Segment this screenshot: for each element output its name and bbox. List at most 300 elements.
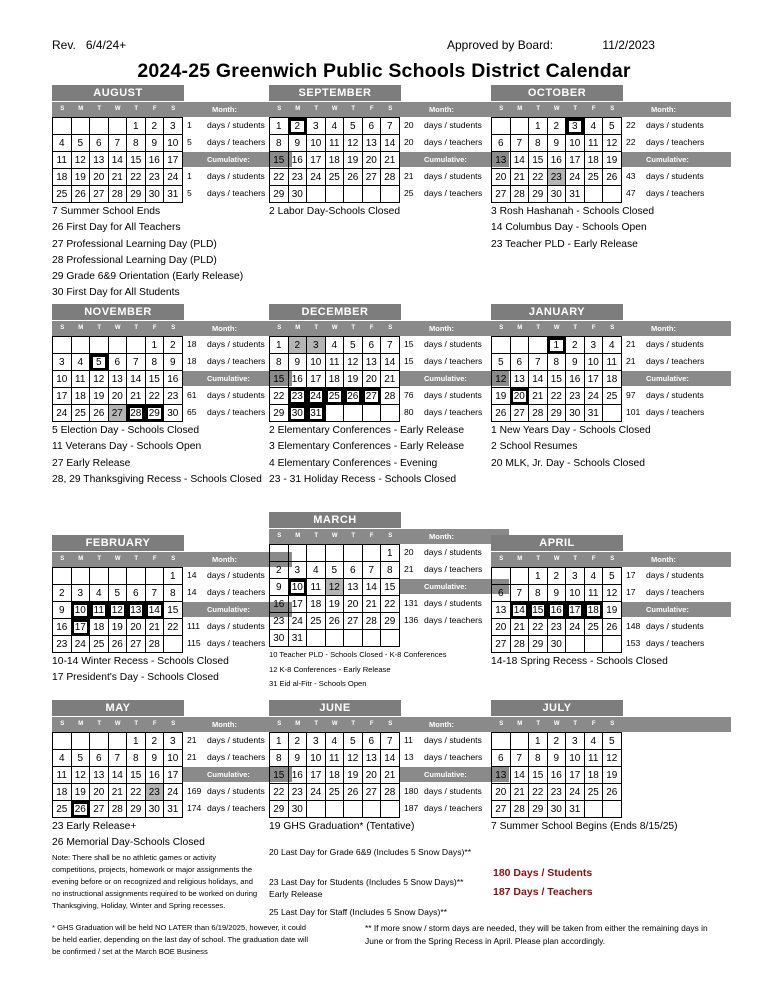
day-cell: 27 bbox=[90, 186, 109, 203]
day-cell: 7 bbox=[108, 750, 127, 767]
day-cell: 16 bbox=[145, 767, 164, 784]
day-cell: 13 bbox=[492, 602, 511, 619]
day-cell: 14 bbox=[108, 767, 127, 784]
month-label: Month: bbox=[212, 720, 237, 729]
count-unit: days / students bbox=[424, 786, 482, 796]
note-item: 7 Summer School Begins (Ends 8/15/25) bbox=[491, 821, 678, 832]
day-cell: 2 bbox=[145, 118, 164, 135]
count-unit: days / students bbox=[424, 171, 482, 181]
day-cell: 21 bbox=[510, 784, 529, 801]
empty-cell bbox=[145, 568, 164, 585]
day-cell: 25 bbox=[307, 613, 326, 630]
day-cell: 10 bbox=[566, 585, 585, 602]
day-cell: 1 bbox=[529, 733, 548, 750]
count-value: 1 bbox=[187, 120, 192, 130]
days-count bbox=[187, 735, 265, 745]
weekday-label: T bbox=[97, 721, 102, 727]
day-cell: 3 bbox=[164, 733, 183, 750]
empty-cell bbox=[603, 186, 622, 203]
weekday-label: S bbox=[277, 533, 282, 539]
count-unit: days / students bbox=[646, 570, 704, 580]
month-name: JUNE bbox=[269, 700, 401, 716]
empty-cell bbox=[362, 545, 381, 562]
day-grid bbox=[269, 732, 400, 818]
empty-cell bbox=[53, 337, 72, 354]
days-count bbox=[404, 598, 482, 608]
days-count bbox=[404, 564, 482, 574]
day-cell: 18 bbox=[325, 767, 344, 784]
day-cell: 29 bbox=[270, 801, 289, 818]
day-cell: 15 bbox=[145, 371, 164, 388]
weekday-label: T bbox=[536, 721, 541, 727]
day-cell: 1 bbox=[145, 337, 164, 354]
weekday-label: T bbox=[573, 106, 578, 112]
day-cell: 25 bbox=[584, 619, 603, 636]
day-cell: 23 bbox=[145, 169, 164, 186]
days-count bbox=[187, 587, 265, 597]
count-value: 5 bbox=[187, 137, 192, 147]
day-cell: 22 bbox=[529, 784, 548, 801]
note-item: 5 Election Day - Schools Closed bbox=[52, 425, 200, 436]
days-count bbox=[187, 390, 265, 400]
days-count bbox=[187, 752, 265, 762]
day-cell: 9 bbox=[270, 579, 289, 596]
weekday-header bbox=[491, 552, 731, 567]
day-cell: 20 bbox=[90, 784, 109, 801]
empty-cell bbox=[325, 630, 344, 647]
count-unit: days / teachers bbox=[207, 188, 266, 198]
count-unit: days / teachers bbox=[424, 615, 483, 625]
day-cell: 20 bbox=[344, 596, 363, 613]
day-cell: 24 bbox=[53, 405, 72, 422]
count-value: 14 bbox=[187, 570, 197, 580]
day-cell: 6 bbox=[90, 750, 109, 767]
weekday-label: T bbox=[134, 325, 139, 331]
day-cell: 18 bbox=[325, 371, 344, 388]
weekday-label: T bbox=[314, 721, 319, 727]
note-item: 7 Summer School Ends bbox=[52, 206, 161, 217]
day-cell: 5 bbox=[90, 354, 109, 371]
day-cell: 10 bbox=[307, 354, 326, 371]
count-value: 43 bbox=[626, 171, 636, 181]
day-cell: 17 bbox=[566, 152, 585, 169]
weekday-label: W bbox=[114, 106, 121, 112]
month-notes bbox=[491, 423, 651, 472]
note-item: 31 Eid al-Fitr - Schools Open bbox=[269, 679, 367, 688]
day-cell: 25 bbox=[53, 801, 72, 818]
month-label: Month: bbox=[651, 324, 676, 333]
count-value: 65 bbox=[187, 407, 197, 417]
day-cell: 12 bbox=[344, 135, 363, 152]
cumulative-label: Cumulative: bbox=[183, 767, 292, 782]
month-notes bbox=[491, 819, 678, 835]
day-cell: 8 bbox=[270, 750, 289, 767]
day-cell: 9 bbox=[547, 750, 566, 767]
day-cell: 17 bbox=[164, 767, 183, 784]
day-cell: 6 bbox=[90, 135, 109, 152]
empty-cell bbox=[492, 118, 511, 135]
count-unit: days / teachers bbox=[424, 803, 483, 813]
weekday-label: S bbox=[610, 106, 615, 112]
day-cell: 2 bbox=[270, 562, 289, 579]
weekday-label: W bbox=[553, 106, 560, 112]
day-cell: 15 bbox=[529, 602, 548, 619]
day-cell: 23 bbox=[288, 784, 307, 801]
days-count bbox=[626, 339, 704, 349]
empty-cell bbox=[603, 636, 622, 653]
day-cell: 13 bbox=[362, 354, 381, 371]
day-cell: 28 bbox=[510, 801, 529, 818]
month-label: Month: bbox=[429, 105, 454, 114]
day-cell: 31 bbox=[288, 630, 307, 647]
day-cell: 28 bbox=[145, 636, 164, 653]
day-cell: 19 bbox=[344, 152, 363, 169]
days-count bbox=[187, 621, 265, 631]
weekday-label: T bbox=[97, 106, 102, 112]
days-count bbox=[626, 356, 704, 366]
day-cell: 14 bbox=[529, 371, 548, 388]
weekday-label: S bbox=[388, 533, 393, 539]
day-cell: 30 bbox=[288, 405, 307, 422]
day-cell: 5 bbox=[71, 135, 90, 152]
day-cell: 26 bbox=[344, 388, 363, 405]
days-count bbox=[187, 570, 265, 580]
count-value: 76 bbox=[404, 390, 414, 400]
day-cell: 20 bbox=[108, 388, 127, 405]
day-grid bbox=[269, 544, 400, 647]
month-label: Month: bbox=[651, 555, 676, 564]
day-cell: 26 bbox=[71, 186, 90, 203]
day-cell: 27 bbox=[492, 801, 511, 818]
day-cell: 10 bbox=[71, 602, 90, 619]
note-item: 27 Professional Learning Day (PLD) bbox=[52, 238, 217, 250]
day-cell: 4 bbox=[53, 750, 72, 767]
day-cell: 27 bbox=[362, 169, 381, 186]
count-unit: days / students bbox=[646, 339, 704, 349]
weekday-label: W bbox=[331, 325, 338, 331]
note-item: 26 Memorial Day-Schools Closed bbox=[52, 837, 205, 849]
count-unit: days / students bbox=[207, 621, 265, 631]
day-cell: 28 bbox=[108, 801, 127, 818]
day-cell: 19 bbox=[344, 371, 363, 388]
count-value: 15 bbox=[404, 356, 414, 366]
empty-cell bbox=[71, 118, 90, 135]
day-cell: 16 bbox=[288, 152, 307, 169]
weekday-label: S bbox=[610, 721, 615, 727]
day-cell: 21 bbox=[510, 619, 529, 636]
day-cell: 18 bbox=[584, 152, 603, 169]
empty-cell bbox=[307, 801, 326, 818]
count-unit: days / students bbox=[424, 547, 482, 557]
empty-cell bbox=[344, 405, 363, 422]
note-item: 29 Grade 6&9 Orientation (Early Release) bbox=[52, 271, 244, 283]
day-cell: 17 bbox=[584, 371, 603, 388]
count-unit: days / teachers bbox=[207, 407, 266, 417]
weekday-label: W bbox=[114, 325, 121, 331]
day-cell: 20 bbox=[492, 619, 511, 636]
day-cell: 19 bbox=[603, 602, 622, 619]
day-cell: 23 bbox=[164, 388, 183, 405]
days-count bbox=[626, 570, 704, 580]
day-cell: 4 bbox=[71, 354, 90, 371]
days-count bbox=[404, 356, 482, 366]
days-count bbox=[626, 390, 704, 400]
day-cell: 10 bbox=[53, 371, 72, 388]
day-cell: 31 bbox=[566, 186, 585, 203]
count-unit: days / students bbox=[424, 735, 482, 745]
day-cell: 16 bbox=[288, 767, 307, 784]
days-count bbox=[187, 638, 265, 648]
day-cell: 1 bbox=[127, 733, 146, 750]
count-unit: days / teachers bbox=[646, 407, 705, 417]
day-cell: 16 bbox=[547, 152, 566, 169]
day-cell: 25 bbox=[71, 405, 90, 422]
day-cell: 23 bbox=[288, 388, 307, 405]
day-cell: 9 bbox=[566, 354, 585, 371]
count-unit: days / students bbox=[207, 120, 265, 130]
day-cell: 23 bbox=[547, 169, 566, 186]
weekday-label: S bbox=[171, 721, 176, 727]
day-cell: 4 bbox=[90, 585, 109, 602]
empty-cell bbox=[566, 636, 585, 653]
day-cell: 8 bbox=[529, 750, 548, 767]
empty-cell bbox=[344, 545, 363, 562]
empty-cell bbox=[344, 801, 363, 818]
days-count bbox=[404, 615, 482, 625]
day-cell: 28 bbox=[362, 613, 381, 630]
weekday-label: M bbox=[517, 721, 523, 727]
day-cell: 27 bbox=[362, 388, 381, 405]
day-cell: 6 bbox=[492, 135, 511, 152]
empty-cell bbox=[362, 186, 381, 203]
day-cell: 20 bbox=[362, 767, 381, 784]
note-item: 28 Professional Learning Day (PLD) bbox=[52, 254, 217, 266]
days-count bbox=[404, 171, 482, 181]
day-cell: 19 bbox=[603, 767, 622, 784]
empty-cell bbox=[53, 118, 72, 135]
day-cell: 31 bbox=[164, 186, 183, 203]
day-cell: 20 bbox=[492, 169, 511, 186]
weekday-label: W bbox=[331, 533, 338, 539]
day-cell: 1 bbox=[529, 118, 548, 135]
june-note-20: 20 Last Day for Grade 6&9 (Includes 5 Snow Days)** bbox=[269, 847, 472, 857]
day-cell: 22 bbox=[529, 619, 548, 636]
day-cell: 2 bbox=[145, 733, 164, 750]
day-cell: 17 bbox=[307, 152, 326, 169]
days-count bbox=[187, 137, 265, 147]
days-count bbox=[404, 339, 482, 349]
weekday-label: W bbox=[553, 556, 560, 562]
day-cell: 6 bbox=[108, 354, 127, 371]
day-cell: 5 bbox=[603, 568, 622, 585]
count-value: 20 bbox=[404, 120, 414, 130]
day-cell: 7 bbox=[510, 135, 529, 152]
count-value: 111 bbox=[187, 621, 201, 631]
cumulative-label: Cumulative: bbox=[400, 767, 509, 782]
month-notes bbox=[269, 648, 447, 692]
count-unit: days / students bbox=[646, 621, 704, 631]
count-value: 18 bbox=[187, 339, 197, 349]
count-unit: days / students bbox=[424, 598, 482, 608]
count-unit: days / teachers bbox=[207, 638, 266, 648]
days-count bbox=[187, 356, 265, 366]
day-cell: 30 bbox=[288, 186, 307, 203]
days-count bbox=[187, 803, 265, 813]
day-cell: 12 bbox=[344, 750, 363, 767]
day-cell: 11 bbox=[71, 371, 90, 388]
days-count bbox=[404, 786, 482, 796]
day-cell: 14 bbox=[145, 602, 164, 619]
day-cell: 8 bbox=[381, 562, 400, 579]
count-value: 11 bbox=[404, 735, 413, 745]
empty-cell bbox=[53, 568, 72, 585]
day-cell: 29 bbox=[270, 186, 289, 203]
note-item: 10 Teacher PLD - Schools Closed - K-8 Conferences bbox=[269, 650, 447, 659]
day-cell: 27 bbox=[492, 186, 511, 203]
day-cell: 2 bbox=[53, 585, 72, 602]
count-value: 14 bbox=[187, 587, 197, 597]
note-item: 12 K-8 Conferences - Early Release bbox=[269, 664, 391, 674]
weekday-label: S bbox=[388, 721, 393, 727]
count-unit: days / students bbox=[207, 339, 265, 349]
weekday-label: S bbox=[388, 106, 393, 112]
total-teachers: 187 Days / Teachers bbox=[493, 886, 593, 898]
days-count bbox=[404, 188, 482, 198]
day-cell: 4 bbox=[584, 118, 603, 135]
days-count bbox=[404, 803, 482, 813]
count-value: 21 bbox=[187, 752, 197, 762]
day-cell: 1 bbox=[270, 733, 289, 750]
empty-cell bbox=[362, 630, 381, 647]
day-cell: 17 bbox=[288, 596, 307, 613]
weekday-header bbox=[491, 102, 731, 117]
month-notes bbox=[269, 423, 464, 488]
count-value: 80 bbox=[404, 407, 414, 417]
day-cell: 29 bbox=[127, 801, 146, 818]
empty-cell bbox=[381, 186, 400, 203]
day-cell: 13 bbox=[362, 750, 381, 767]
count-unit: days / teachers bbox=[424, 752, 483, 762]
day-cell: 24 bbox=[584, 388, 603, 405]
weekday-label: T bbox=[573, 721, 578, 727]
count-value: 21 bbox=[626, 339, 636, 349]
day-cell: 16 bbox=[53, 619, 72, 636]
day-cell: 31 bbox=[164, 801, 183, 818]
day-cell: 14 bbox=[510, 602, 529, 619]
days-count bbox=[626, 137, 704, 147]
note-item: 3 Rosh Hashanah - Schools Closed bbox=[491, 206, 655, 217]
weekday-label: S bbox=[171, 556, 176, 562]
weekday-label: M bbox=[78, 325, 84, 331]
day-cell: 8 bbox=[164, 585, 183, 602]
header-approved bbox=[447, 38, 655, 52]
weekday-label: M bbox=[78, 721, 84, 727]
day-cell: 31 bbox=[566, 801, 585, 818]
weekday-label: S bbox=[610, 556, 615, 562]
day-cell: 12 bbox=[90, 371, 109, 388]
cumulative-label: Cumulative: bbox=[183, 602, 292, 617]
weekday-label: M bbox=[78, 556, 84, 562]
day-cell: 19 bbox=[71, 169, 90, 186]
days-count bbox=[626, 171, 704, 181]
weekday-label: W bbox=[114, 556, 121, 562]
day-cell: 5 bbox=[603, 733, 622, 750]
weekday-label: T bbox=[536, 106, 541, 112]
day-cell: 4 bbox=[325, 118, 344, 135]
day-cell: 29 bbox=[547, 405, 566, 422]
day-cell: 15 bbox=[270, 767, 289, 784]
weekday-label: F bbox=[152, 556, 157, 562]
count-value: 22 bbox=[626, 137, 636, 147]
day-cell: 4 bbox=[325, 337, 344, 354]
empty-cell bbox=[288, 545, 307, 562]
weekday-label: S bbox=[277, 721, 282, 727]
empty-cell bbox=[381, 405, 400, 422]
empty-cell bbox=[603, 801, 622, 818]
day-cell: 25 bbox=[584, 169, 603, 186]
day-cell: 5 bbox=[325, 562, 344, 579]
day-cell: 8 bbox=[270, 135, 289, 152]
day-cell: 10 bbox=[584, 354, 603, 371]
empty-cell bbox=[307, 186, 326, 203]
day-cell: 30 bbox=[547, 186, 566, 203]
day-cell: 17 bbox=[307, 767, 326, 784]
count-unit: days / students bbox=[424, 120, 482, 130]
day-cell: 9 bbox=[288, 354, 307, 371]
count-value: 20 bbox=[404, 137, 414, 147]
day-cell: 30 bbox=[164, 405, 183, 422]
day-cell: 24 bbox=[307, 388, 326, 405]
count-unit: days / teachers bbox=[646, 137, 705, 147]
day-cell: 27 bbox=[492, 636, 511, 653]
weekday-label: T bbox=[134, 721, 139, 727]
day-cell: 14 bbox=[381, 750, 400, 767]
day-cell: 22 bbox=[270, 169, 289, 186]
day-cell: 9 bbox=[547, 585, 566, 602]
count-value: 1 bbox=[187, 171, 192, 181]
day-cell: 14 bbox=[108, 152, 127, 169]
day-cell: 3 bbox=[288, 562, 307, 579]
weekday-label: F bbox=[369, 533, 374, 539]
empty-cell bbox=[127, 568, 146, 585]
weekday-label: M bbox=[295, 533, 301, 539]
day-grid bbox=[491, 117, 622, 203]
month-name: MAY bbox=[52, 700, 184, 716]
day-grid bbox=[52, 732, 183, 818]
day-cell: 11 bbox=[90, 602, 109, 619]
day-cell: 1 bbox=[270, 118, 289, 135]
note-item: 2 Elementary Conferences - Early Release bbox=[269, 425, 465, 436]
day-cell: 26 bbox=[344, 784, 363, 801]
day-cell: 31 bbox=[307, 405, 326, 422]
empty-cell bbox=[510, 337, 529, 354]
weekday-label: T bbox=[536, 556, 541, 562]
empty-cell bbox=[325, 545, 344, 562]
weekday-label: T bbox=[314, 533, 319, 539]
count-unit: days / teachers bbox=[646, 188, 705, 198]
day-cell: 15 bbox=[529, 152, 548, 169]
count-unit: days / students bbox=[424, 390, 482, 400]
day-cell: 21 bbox=[362, 596, 381, 613]
weekday-label: T bbox=[573, 556, 578, 562]
day-cell: 29 bbox=[127, 186, 146, 203]
day-cell: 10 bbox=[566, 750, 585, 767]
month-name: OCTOBER bbox=[491, 85, 623, 101]
month-name: MARCH bbox=[269, 512, 401, 528]
day-cell: 10 bbox=[307, 135, 326, 152]
month-name: DECEMBER bbox=[269, 304, 401, 320]
weekday-label: T bbox=[573, 325, 578, 331]
